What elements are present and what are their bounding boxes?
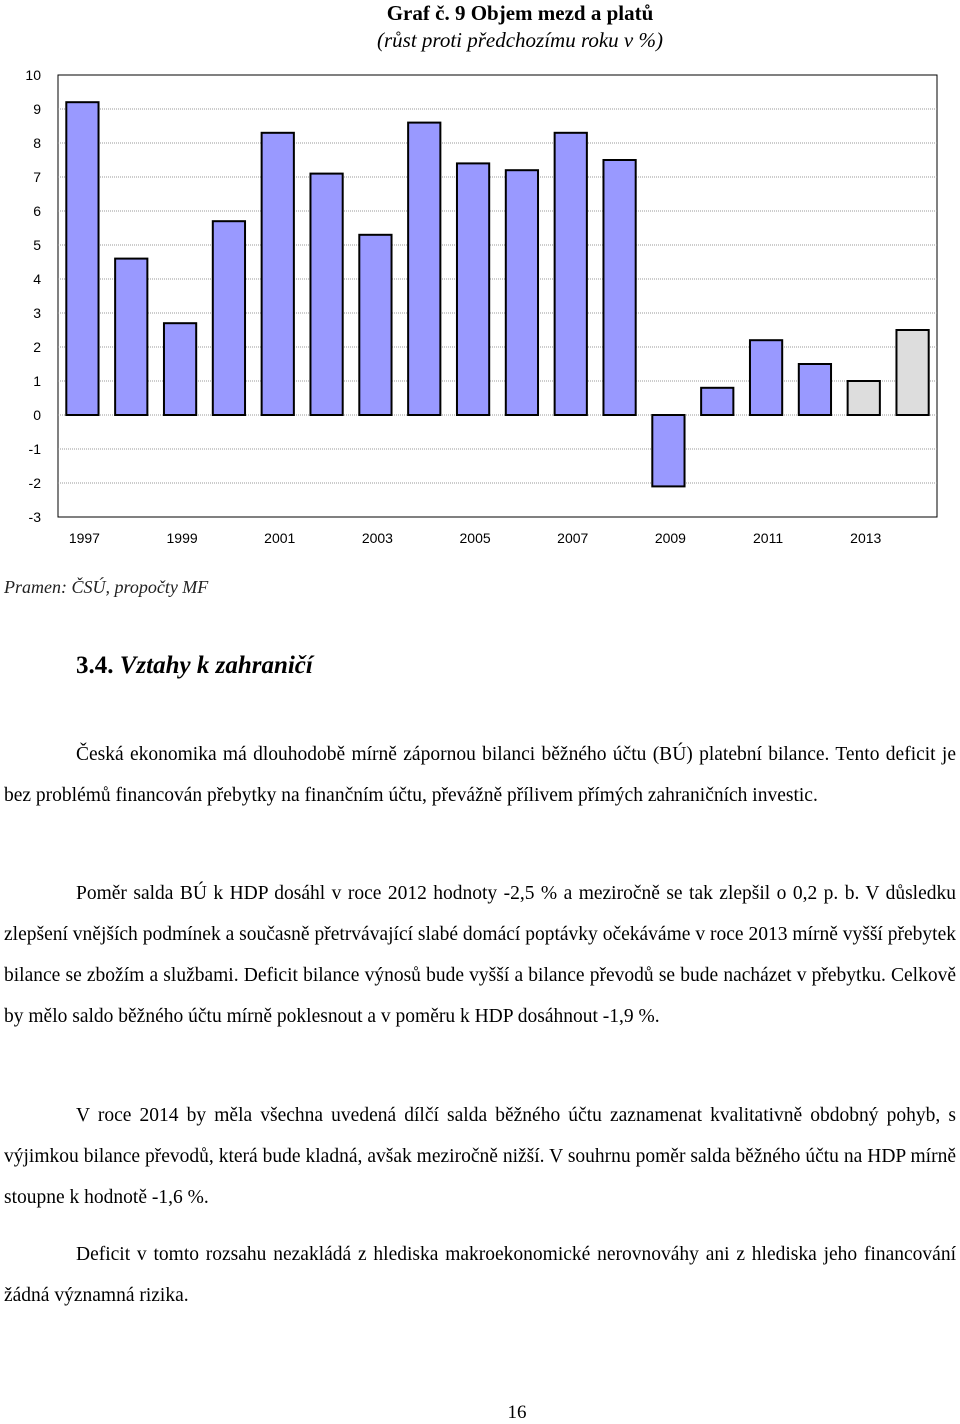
bar-2014 [896, 330, 928, 415]
section-heading [76, 652, 313, 680]
plot-area [58, 75, 937, 517]
y-tick-label: -2 [28, 475, 41, 491]
bar-2012 [799, 364, 831, 415]
x-tick-label: 2007 [557, 530, 589, 546]
bar-2004 [408, 123, 440, 415]
y-tick-label: 1 [33, 373, 41, 389]
bar-2008 [603, 160, 635, 415]
bar-2000 [213, 221, 245, 415]
x-tick-label: 2011 [753, 530, 784, 546]
bar-2003 [359, 235, 391, 415]
chart-title: Graf č. 9 Objem mezd a platů [386, 1, 654, 25]
x-tick-label: 2005 [459, 530, 491, 546]
paragraph: Deficit v tomto rozsahu nezakládá z hlediska makroekonomické nerovnováhy ani z hlediska jeho financování žádná významná rizika. [4, 1243, 956, 1306]
y-tick-label: 0 [33, 407, 41, 423]
paragraph: Poměr salda BÚ k HDP dosáhl v roce 2012 hodnoty -2,5 % a meziročně se tak zlepšil o 0,2 p. b. V důsledku zlepšení vnějších podmínek a současně přetrvávající slabé domácí poptávky očekáváme v roce 2013 mírně vyšší přebytek bilance se zbožím a službami. Deficit bilance výnosů bude vyšší a bilance převodů se bude nacházet v přebytku. Celkově by mělo saldo běžného účtu mírně poklesnout a v poměru k HDP dosáhnout -1,9 %. [4, 882, 956, 1027]
bar-2011 [750, 340, 782, 415]
bar-2013 [848, 381, 880, 415]
section-number: 3.4. [76, 652, 114, 679]
bar-chart [0, 58, 960, 548]
y-tick-label: 6 [33, 203, 41, 219]
paragraph: Česká ekonomika má dlouhodobě mírně zápornou bilanci běžného účtu (BÚ) platební bilance. Tento deficit je bez problémů financován přebytky na finančním účtu, převážně přílivem přímých zahraničních investic. [4, 743, 956, 806]
bar-2009 [652, 415, 684, 486]
bar-1999 [164, 323, 196, 415]
bar-2006 [506, 170, 538, 415]
chart-source: Pramen: ČSÚ, propočty MF [4, 577, 209, 597]
bar-2010 [701, 388, 733, 415]
paragraph: V roce 2014 by měla všechna uvedená dílčí salda běžného účtu zaznamenat kvalitativně obdobný pohyb, s výjimkou bilance převodů, která bude kladná, avšak meziročně nižší. V souhrnu poměr salda běžného účtu na HDP mírně stoupne k hodnotě -1,6 %. [4, 1104, 956, 1208]
y-tick-label: 2 [33, 339, 41, 355]
chart-subtitle: (růst proti předchozímu roku v %) [377, 28, 663, 52]
x-tick-label: 2009 [654, 530, 686, 546]
page-number: 16 [507, 1402, 527, 1423]
x-tick-label: 2013 [850, 530, 882, 546]
x-tick-label: 2003 [361, 530, 393, 546]
bar-2007 [555, 133, 587, 415]
bar-1997 [66, 102, 98, 415]
x-tick-label: 1997 [68, 530, 100, 546]
y-tick-label: 9 [33, 101, 41, 117]
x-tick-label: 1999 [166, 530, 198, 546]
y-tick-label: 10 [25, 67, 41, 83]
y-tick-label: 7 [33, 169, 41, 185]
y-tick-label: 3 [33, 305, 41, 321]
y-tick-label: 5 [33, 237, 41, 253]
bar-2001 [262, 133, 294, 415]
bar-2005 [457, 163, 489, 415]
x-tick-label: 2001 [264, 530, 296, 546]
y-tick-label: 4 [33, 271, 41, 287]
section-title: Vztahy k zahraničí [119, 652, 313, 679]
y-tick-label: -3 [28, 509, 41, 525]
y-tick-label: -1 [28, 441, 41, 457]
y-tick-label: 8 [33, 135, 41, 151]
bar-1998 [115, 259, 147, 415]
bar-2002 [310, 174, 342, 415]
